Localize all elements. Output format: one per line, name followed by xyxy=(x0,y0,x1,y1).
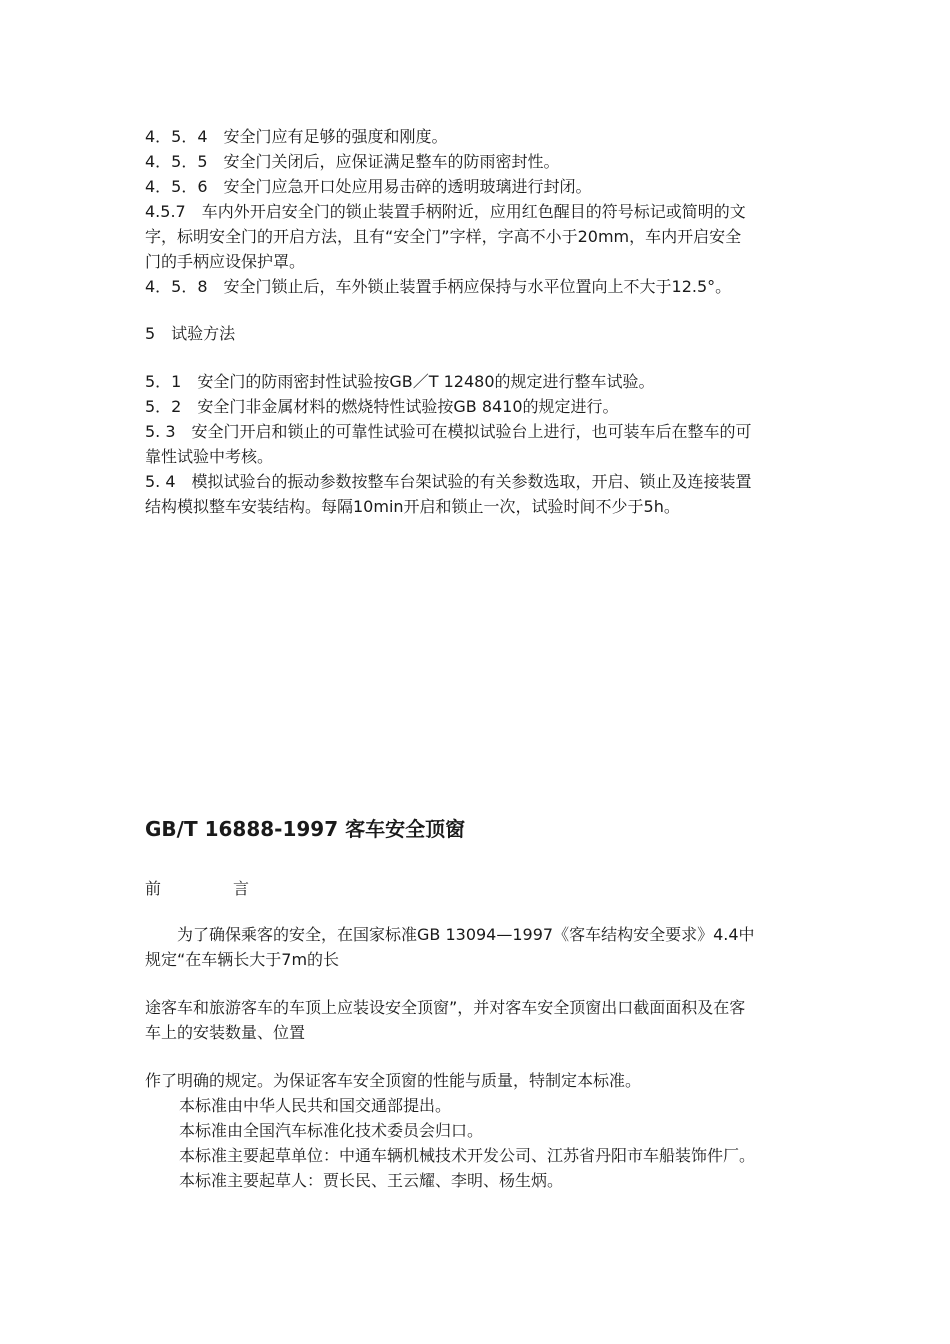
clause-4-5-7-line3: 门的手柄应设保护罩。 xyxy=(145,252,306,271)
standard-title: GB/T 16888-1997 客车安全顶窗 xyxy=(145,817,466,841)
clause-4-5-6: 4．5．6 安全门应急开口处应用易击碎的透明玻璃进行封闭。 xyxy=(145,177,592,196)
preface-heading xyxy=(145,876,810,901)
preface-p3-line1: 作了明确的规定。为保证客车安全顶窗的性能与质量，特制定本标准。 xyxy=(145,1071,642,1090)
section-4-5-clauses xyxy=(145,124,810,299)
preface-proposer: 本标准由中华人民共和国交通部提出。 xyxy=(179,1096,452,1115)
preface-drafting-units: 本标准主要起草单位：中通车辆机械技术开发公司、江苏省丹阳市车船装饰件厂。 xyxy=(179,1146,756,1165)
preface-p2-line2: 车上的安装数量、位置 xyxy=(145,1023,306,1042)
preface-drafters: 本标准主要起草人：贾长民、王云耀、李明、杨生炳。 xyxy=(179,1171,564,1190)
clause-4-5-8: 4．5．8 安全门锁止后，车外锁止装置手柄应保持与水平位置向上不大于12.5°。 xyxy=(145,277,732,296)
preface-heading-char1: 前 xyxy=(145,879,162,898)
preface-technical-committee: 本标准由全国汽车标准化技术委员会归口。 xyxy=(179,1121,484,1140)
clause-5-4-line1: 5. 4 模拟试验台的振动参数按整车台架试验的有关参数选取，开启、锁止及连接装置 xyxy=(145,472,752,491)
clause-4-5-4: 4．5．4 安全门应有足够的强度和刚度。 xyxy=(145,127,448,146)
clause-4-5-7-line2: 字，标明安全门的开启方法，且有“安全门”字样，字高不小于20mm，车内开启安全 xyxy=(145,227,742,246)
clause-5-2: 5．2 安全门非金属材料的燃烧特性试验按GB 8410的规定进行。 xyxy=(145,397,619,416)
clause-5-3-line2: 靠性试验中考核。 xyxy=(145,447,274,466)
preface-p1-line2: 规定“在车辆长大于7m的长 xyxy=(145,950,340,969)
section-5-heading: 5 试验方法 xyxy=(145,324,236,343)
preface-paragraph-1 xyxy=(145,922,810,972)
clause-4-5-5: 4．5．5 安全门关闭后，应保证满足整车的防雨密封性。 xyxy=(145,152,560,171)
clause-5-4-line2: 结构模拟整车安装结构。每隔10min开启和锁止一次，试验时间不少于5h。 xyxy=(145,497,680,516)
preface-paragraph-2 xyxy=(145,995,810,1045)
preface-paragraph-3 xyxy=(145,1068,810,1193)
preface-heading-char2: 言 xyxy=(233,879,250,898)
clause-5-1: 5．1 安全门的防雨密封性试验按GB／T 12480的规定进行整车试验。 xyxy=(145,372,655,391)
preface-p1-line1: 为了确保乘客的安全，在国家标准GB 13094—1997《客车结构安全要求》4.4中 xyxy=(145,925,755,944)
preface-p2-line1: 途客车和旅游客车的车顶上应装设安全顶窗”，并对客车安全顶窗出口截面面积及在客 xyxy=(145,998,746,1017)
section-5-clauses xyxy=(145,369,810,519)
clause-5-3-line1: 5. 3 安全门开启和锁止的可靠性试验可在模拟试验台上进行，也可装车后在整车的可 xyxy=(145,422,752,441)
clause-4-5-7-line1: 4.5.7 车内外开启安全门的锁止装置手柄附近，应用红色醒目的符号标记或简明的文 xyxy=(145,202,746,221)
